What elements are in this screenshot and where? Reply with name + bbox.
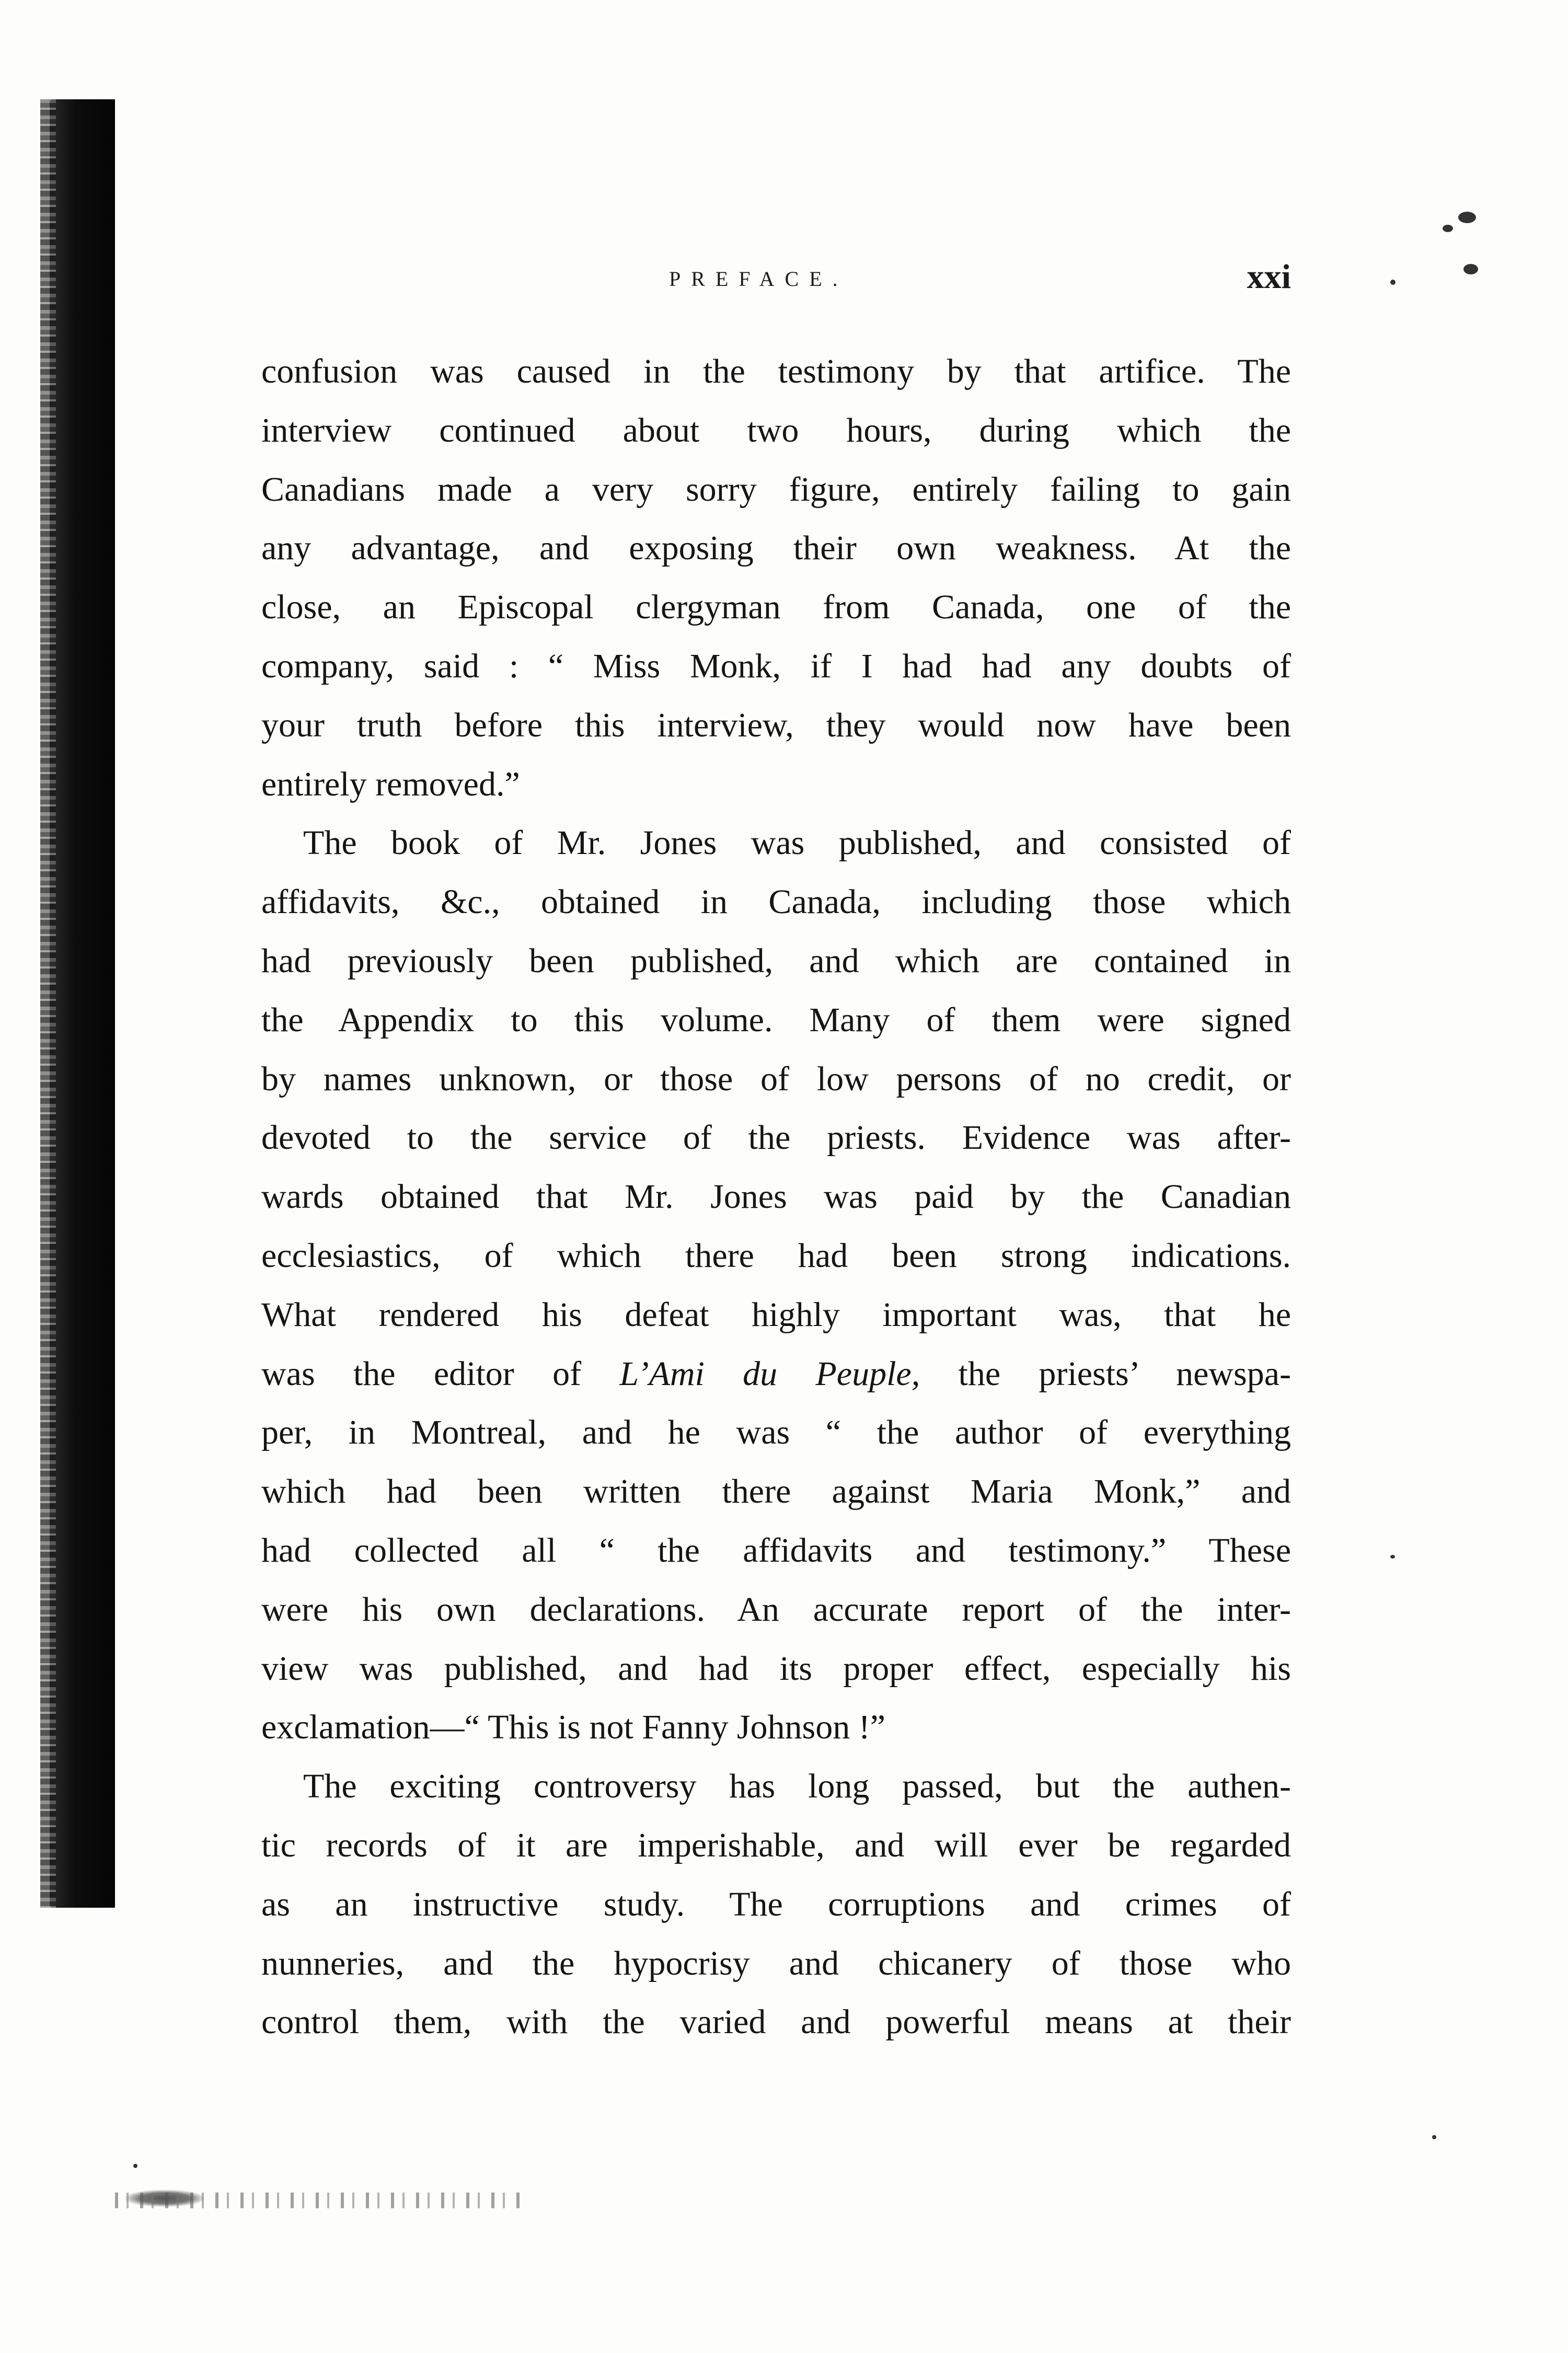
body-text	[261, 342, 1291, 2052]
text-line: which had been written there against Maria Monk,” and	[261, 1472, 1291, 1511]
scan-smudge	[115, 2193, 523, 2208]
text-line: confusion was caused in the testimony by that artifice. The	[261, 352, 1291, 390]
scan-speck	[1463, 264, 1478, 274]
paragraph-1	[261, 342, 1291, 814]
text-fragment: was the editor of	[261, 1354, 582, 1393]
text-line: any advantage, and exposing their own weakness. At the	[261, 529, 1291, 568]
binding-shadow	[50, 99, 115, 1908]
text-line: per, in Montreal, and he was “ the author of everything	[261, 1413, 1291, 1452]
text-line: were his own declarations. An accurate report of the inter-	[261, 1590, 1291, 1629]
text-line: exclamation—“ This is not Fanny Johnson !”	[261, 1708, 885, 1747]
text-line: view was published, and had its proper effect, especially his	[261, 1649, 1291, 1688]
text-line: company, said : “ Miss Monk, if I had had any doubts of	[261, 647, 1291, 685]
text-line: wards obtained that Mr. Jones was paid by the Canadian	[261, 1178, 1291, 1216]
text-line: What rendered his defeat highly important was, that he	[261, 1295, 1291, 1334]
text-line: as an instructive study. The corruptions and crimes of	[261, 1885, 1291, 1923]
scan-speck	[133, 2164, 137, 2168]
paragraph-2	[261, 814, 1291, 1757]
scan-speck	[1390, 280, 1396, 285]
text-line: control them, with the varied and powerful means at their	[261, 2003, 1291, 2041]
text-line: affidavits, &c., obtained in Canada, including those which	[261, 883, 1291, 921]
text-line: had previously been published, and which are contained in	[261, 941, 1291, 980]
text-line: the Appendix to this volume. Many of them were signed	[261, 1000, 1291, 1039]
text-line: close, an Episcopal clergyman from Canada, one of the	[261, 588, 1291, 627]
running-head	[261, 258, 1291, 303]
text-line: devoted to the service of the priests. Evidence was after-	[261, 1118, 1291, 1157]
page-number: xxi	[1247, 258, 1291, 296]
text-line: ecclesiastics, of which there had been strong indications.	[261, 1236, 1291, 1275]
text-line: tic records of it are imperishable, and will ever be regarded	[261, 1826, 1291, 1864]
text-line: The exciting controversy has long passed, but the authen-	[303, 1767, 1291, 1806]
text-line-with-italic	[261, 1345, 1291, 1404]
text-fragment: the priests’ newspa-	[958, 1354, 1292, 1393]
text-line: interview continued about two hours, during which the	[261, 411, 1291, 449]
scan-speck	[1390, 1555, 1395, 1559]
text-line: by names unknown, or those of low persons of no credit, or	[261, 1059, 1291, 1098]
newspaper-title: L’Ami du Peuple,	[619, 1354, 920, 1393]
scan-speck	[1458, 212, 1476, 223]
scan-speck	[1443, 225, 1453, 232]
running-title: PREFACE.	[669, 267, 848, 291]
text-line: your truth before this interview, they would now have been	[261, 706, 1291, 744]
text-line: nunneries, and the hypocrisy and chicanery of those who	[261, 1944, 1291, 1982]
text-line: entirely removed.”	[261, 765, 520, 803]
paragraph-3	[261, 1757, 1291, 2052]
scan-speck	[1432, 2135, 1436, 2139]
text-line: had collected all “ the affidavits and testimony.” These	[261, 1531, 1291, 1570]
text-line: The book of Mr. Jones was published, and consisted of	[303, 824, 1291, 862]
text-line: Canadians made a very sorry figure, entirely failing to gain	[261, 470, 1291, 509]
